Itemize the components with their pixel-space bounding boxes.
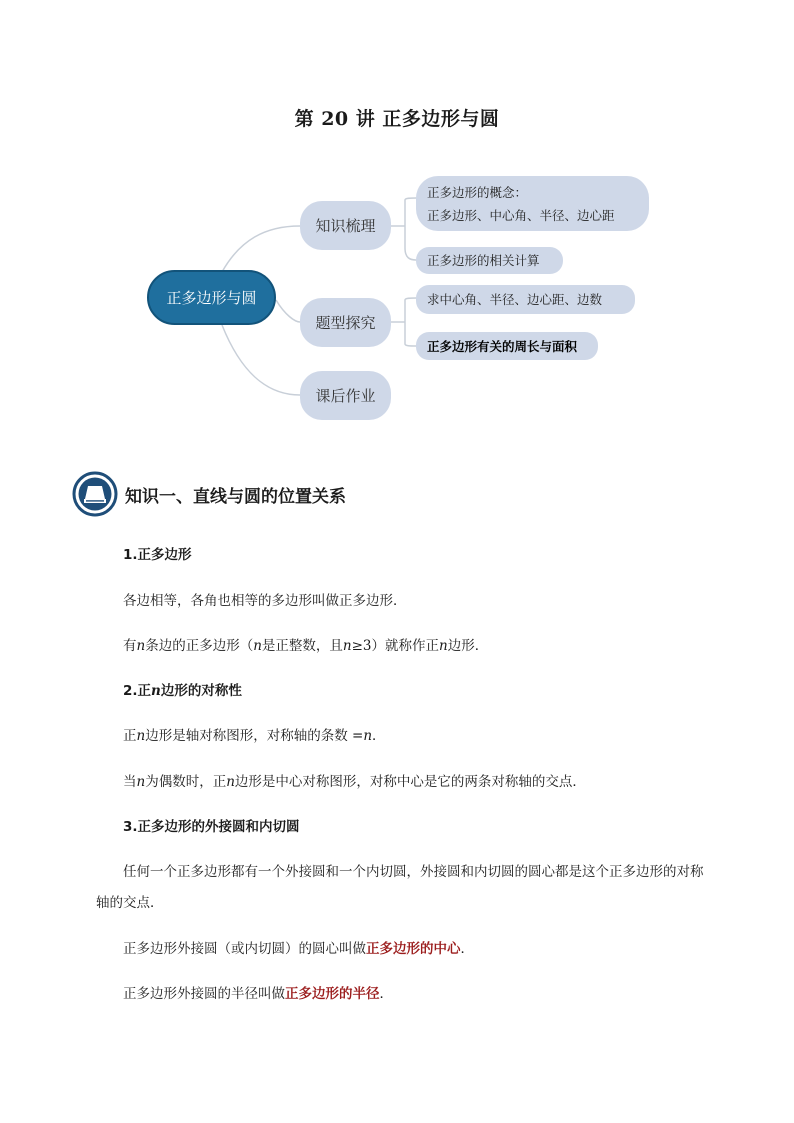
mind-map-connectors [0, 0, 794, 440]
connector-root-knowledge [222, 226, 300, 272]
text: 边形是中心对称图形，对称中心是它的两条对称轴的交点． [234, 774, 586, 790]
branch-homework: 课后作业 [300, 371, 391, 420]
paragraph-center-symmetry [123, 772, 586, 792]
leaf-concept-line1: 正多边形的概念： [427, 184, 528, 200]
text: ． [379, 986, 393, 1002]
var-n: n [136, 774, 146, 790]
text: 边形的对称性 [160, 683, 242, 699]
text: 边形． [447, 638, 489, 654]
text: 正多边形外接圆（或内切圆）的圆心叫做 [123, 941, 366, 957]
mind-map [0, 0, 794, 440]
branch-types: 题型探究 [300, 298, 391, 347]
text: 为偶数时，正 [145, 774, 227, 790]
page-title: 第 20 讲 正多边形与圆 [294, 108, 500, 130]
text: 条边的正多边形（ [145, 638, 254, 654]
mindmap-root: 正多边形与圆 [147, 270, 276, 325]
var-n: n [151, 683, 161, 699]
var-n: n [226, 774, 235, 790]
section-title: 知识一、直线与圆的位置关系 [125, 487, 346, 507]
leaf-calc: 正多边形的相关计算 [416, 247, 563, 274]
paragraph-circles-line2: 轴的交点． [96, 895, 164, 911]
text: 正 [123, 728, 137, 744]
term-radius: 正多边形的半径 [285, 986, 380, 1002]
var-n: n [136, 638, 146, 654]
leaf-type1: 求中心角、半径、边心距、边数 [416, 285, 635, 314]
connector-types-leaves [391, 298, 416, 346]
paragraph-circles-line1: 任何一个正多边形都有一个外接圆和一个内切圆，外接圆和内切圆的圆心都是这个正多边形的对称 [123, 864, 704, 880]
text: 是正整数，且 [261, 638, 343, 654]
text: ≥3）就称作正 [351, 638, 440, 654]
leaf-concept-line2: 正多边形、中心角、半径、边心距 [427, 207, 615, 223]
connector-knowledge-leaves [391, 198, 416, 260]
paragraph-center-def [123, 939, 474, 959]
term-center: 正多边形的中心 [366, 941, 461, 957]
text: ． [460, 941, 474, 957]
heading-circles: 3.正多边形的外接圆和内切圆 [123, 819, 300, 835]
heading-symmetry [123, 681, 242, 701]
var-n: n [342, 638, 352, 654]
paragraph-definition: 各边相等，各角也相等的多边形叫做正多边形． [123, 593, 407, 609]
branch-knowledge: 知识梳理 [300, 201, 391, 250]
connector-root-types [276, 300, 300, 322]
paragraph-n-sided [123, 636, 488, 656]
text: ． [372, 728, 386, 744]
leaf-type2: 正多边形有关的周长与面积 [416, 332, 598, 360]
text: 边形是轴对称图形，对称轴的条数 = [145, 728, 364, 744]
heading-regular-polygon: 1.正多边形 [123, 547, 192, 563]
leaf-concept [416, 176, 649, 231]
text: 2.正 [123, 683, 152, 699]
book-icon [72, 471, 118, 517]
text: 正多边形外接圆的半径叫做 [123, 986, 285, 1002]
var-n: n [363, 728, 373, 744]
var-n: n [253, 638, 262, 654]
text: 当 [123, 774, 137, 790]
connector-root-homework [222, 325, 300, 395]
paragraph-axis-symmetry [123, 726, 386, 746]
var-n: n [136, 728, 146, 744]
var-n: n [439, 638, 448, 654]
text: 有 [123, 638, 137, 654]
paragraph-radius-def [123, 984, 393, 1004]
